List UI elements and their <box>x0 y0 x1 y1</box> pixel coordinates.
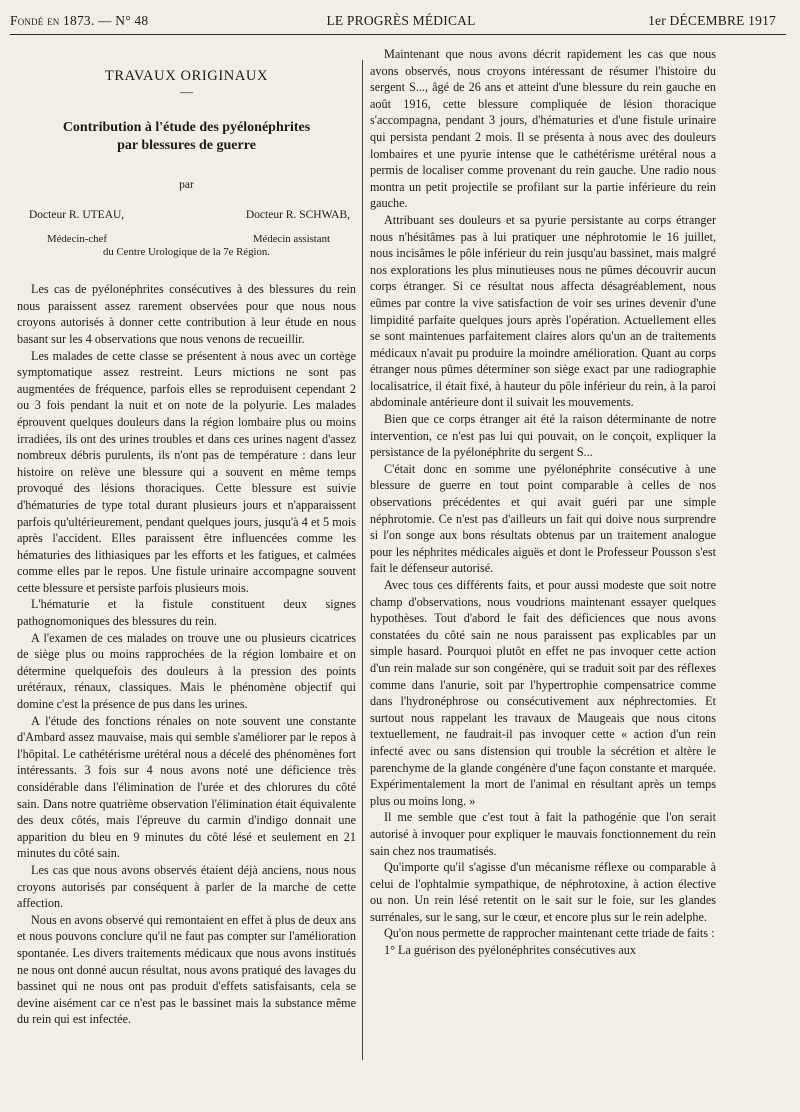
article-title-line-2: par blessures de guerre <box>117 137 256 153</box>
paragraph: C'était donc en somme une pyélonéphrite consécutive à une blessure de guerre en tout point comparable à celles de nos observations précédentes et qui avait guéri par une simple néphrotomie. Ce n'est pas d'ailleurs un fait qui doive nous surprendre si l'on songe aux bons résultats obtenus par un traitement analogue pour les néphrites médicales aiguës et dont le Professeur Pousson s'est fait le défenseur autorisé. <box>370 461 716 576</box>
paragraph: Qu'on nous permette de rapprocher maintenant cette triade de faits : <box>384 926 715 941</box>
paragraph: L'hématurie et la fistule constituent deux signes pathognomoniques des blessures du rein. <box>17 597 356 629</box>
affiliation-uteau: Médecin-chef <box>47 233 107 246</box>
header-founded-issue: Fondé en 1873. — N° 48 <box>10 13 149 28</box>
affiliations <box>17 231 356 245</box>
header-journal-title: LE PROGRÈS MÉDICAL <box>326 13 476 28</box>
header-rule <box>10 34 786 35</box>
article-title-line-1: Contribution à l'étude des pyélonéphrites <box>62 119 311 135</box>
paragraph: 1° La guérison des pyélonéphrites consécutives aux <box>384 943 636 958</box>
right-column <box>370 46 716 1066</box>
paragraph: Maintenant que nous avons décrit rapidement les cas que nous avons observés, nous croyons intéressant de résumer l'histoire du sergent S..., âgé de 26 ans et atteint d'une blessure du rein gauche en août 1916, cette blessure compliquée de lésion thoracique s'accompagna, pendant 3 jours, d'hématuries et d'une fistule urinaire qui persista pendant 2 mois. Il se présenta à nous avec des douleurs lombaires et une pyurie intense que le cathétérisme urétéral nous a permis de localiser comme provenant du rein gauche. Une radio nous montra un petit projectile se profilant sur la partie inférieure du rein gauche. <box>370 47 716 211</box>
paragraph: A l'étude des fonctions rénales on note souvent une constante d'Ambard assez mauvaise, mais qui semble s'améliorer par le repos à l'hôpital. Le cathétérisme urétéral nous a décelé des phénomènes fort intéressants. 3 fois sur 4 nous avons noté une déficience très considérable dans l'élimination de l'urée et des chlorures du côté sain. Dans notre quatrième observation l'élimination était équivalente des deux côtés, mais l'épreuve du carmin d'indigo donnait une apparition du bleu en 9 minutes du côté lésé et seulement en 21 minutes du côté sain. <box>17 713 356 861</box>
paragraph: Il me semble que c'est tout à fait la pathogénie que l'on serait autorisé à invoquer pour expliquer le mauvais fonctionnement du rein sain chez nos traumatisés. <box>370 810 716 858</box>
paragraph: Les malades de cette classe se présentent à nous avec un cortège symptomatique assez restreint. Leurs mictions ne sont pas augmentées de fréquence, parfois elles se reproduisent cependant 2 ou 3 fois pendant la nuit et on note de la polyurie. Les malades éprouvent quelques douleurs dans la région lombaire plus ou moins irradiées, ils ont des urines troubles et dans ces urines nagent d'assez nombreux débris purulents, ils n'ont pas de température : dans leur histoire on relève une blessure qui a souvent en même temps provoqué des lésions thoraciques. Cette blessure est suivie d'hématuries de type total durant plusieurs jours et n'apparaissent parfois qu'ultérieurement, pendant quelques jours, jusqu'à 4 et 5 mois après l'accident. Elles paraissent être influencées comme les hématuries des lithiasiques par les efforts et les fatigues, et calmées comme elles par le repos. Une fistule urinaire accompagne souvent cette blessure et persiste parfois plusieurs mois. <box>17 348 356 595</box>
by-line: par <box>179 178 194 191</box>
paragraph: Bien que ce corps étranger ait été la raison déterminante de notre intervention, ce n'est pas lui qui pouvait, on le conçoit, expliquer la persistance de la pyélonéphrite du sergent S... <box>370 412 716 460</box>
paragraph: Les cas que nous avons observés étaient déjà anciens, nous nous croyons autorisés par conséquent à parler de la marche de cette affection. <box>17 862 356 911</box>
section-title: TRAVAUX ORIGINAUX <box>104 68 269 84</box>
paragraph: Attribuant ses douleurs et sa pyurie persistante au corps étranger nous n'hésitâmes pas à lui pratiquer une néphrotomie le 16 juillet, nous incisâmes le pôle inférieur du rein jusqu'au bassinet, mais malgré nos explorations les plus minutieuses nous ne pûmes découvrir aucun corps étranger. Si ce résultat nous affecta désagréablement, nous eûmes par contre la vive satisfaction de voir ses urines devenir d'une limpidité parfaite quelques jours après l'opération. Actuellement elles se sont maintenues parfaitement claires alors qu'un an de traitements médicaux n'avait pu produire la moindre amélioration. Quant au corps étranger nous pûmes déterminer son siège exact par une radiographie localisatrice, il était fixé, à hauteur du pôle inférieur du rein, à la paroi abdominale antérieure dont il suivait les mouvements. <box>370 212 716 410</box>
paragraph: Nous en avons observé qui remontaient en effet à plus de deux ans et nous pouvons conclure qu'il ne faut pas compter sur l'amélioration spontanée. Les divers traitements médicaux que nous avons institués ne nous ont donné aucun résultat, nous avons pratiqué des lavages du bassinet qui ne nous ont pas produit d'effets satisfaisants, cela se devine aisément car ce n'est pas le bassinet mais la substance même du rein qui est infectée. <box>17 912 356 1027</box>
title-dash: — <box>180 83 193 99</box>
paragraph: A l'examen de ces malades on trouve une ou plusieurs cicatrices de siège plus ou moins rapprochées de la région lombaire et on détermine quelquefois des douleurs à la pression des points urétéraux, rénaux, classiques. Mais le phénomène objectif qui domine c'est la présence de pus dans les urines. <box>17 630 356 712</box>
paragraph: Qu'importe qu'il s'agisse d'un mécanisme réflexe ou comparable à celui de l'ophtalmie sympathique, de néphrotoxine, à action élective ou non. Un rein lésé retentit on le sait sur le foie, sur les glandes surrénales, sur le sang, sur le cœur, et encore plus sur le rein adelphe. <box>370 860 716 924</box>
column-divider <box>362 60 363 1060</box>
paragraph: Avec tous ces différents faits, et pour aussi modeste que soit notre champ d'observations, nous voudrions maintenant essayer quelques hypothèses. Tout d'abord le fait des déficiences que nous avons constatées du côté sain ne nous paraissent pas explicables par un simple hasard. Pourquoi plutôt en effet ne pas invoquer cette action d'un rein malade sur son congénère, qui se traduit soit par des réflexes comme dans l'anurie, soit par l'hypertrophie compensatrice comme dans l'hydronéphrose ou consécutivement aux néphrectomies. Et surtout nous rappelant les travaux de Maugeais que nous citons textuellement, ne faudrait-il pas invoquer cette « action d'un rein infecté avec ou sans distension qui trouble la sécrétion et altère le parenchyme de la glande congénère d'une façon constante et marquée. Expérimentalement la mort de l'animal en résultant après un temps plus ou moins long. » <box>370 578 716 808</box>
affiliation-center: du Centre Urologique de la 7e Région. <box>102 246 270 259</box>
article-title <box>17 119 356 155</box>
affiliation-schwab: Médecin assistant <box>252 233 330 246</box>
left-column <box>17 46 356 1066</box>
author-uteau: Docteur R. UTEAU, <box>29 209 125 222</box>
page-header <box>8 10 794 36</box>
author-schwab: Docteur R. SCHWAB, <box>245 209 350 222</box>
header-date: 1er DÉCEMBRE 1917 <box>648 13 776 28</box>
authors <box>17 207 356 223</box>
paragraph: Les cas de pyélonéphrites consécutives à des blessures du rein nous paraissent assez rarement observées pour que nous nous croyons autorisés à donner cette contribution à leur étude en nous basant sur les 4 observations que nous venons de recueillir. <box>17 282 356 346</box>
